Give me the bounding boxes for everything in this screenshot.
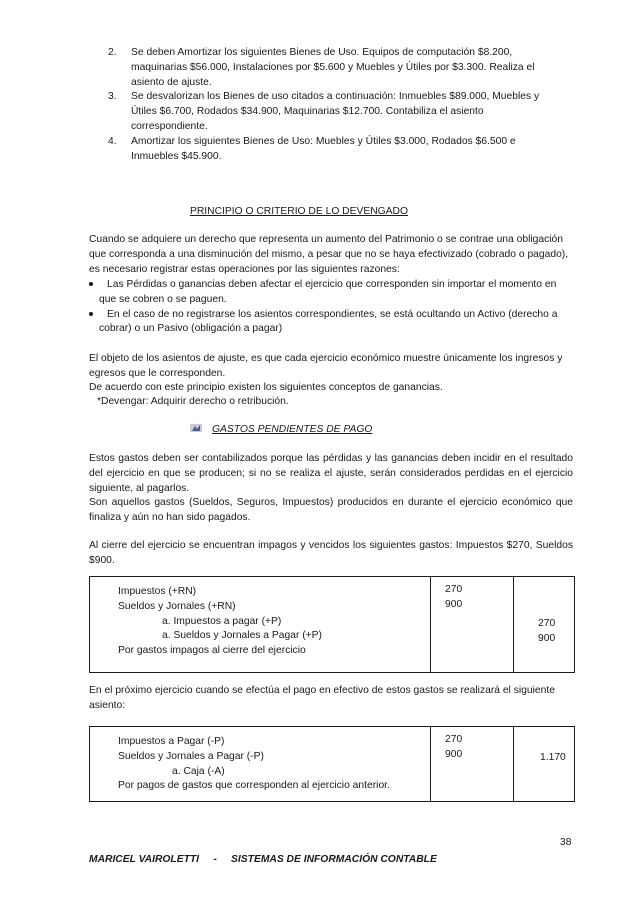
credit-column bbox=[514, 727, 575, 802]
journal-entry-table-2 bbox=[89, 726, 575, 802]
bullet-item bbox=[89, 308, 573, 338]
item-text: Se deben Amortizar los siguientes Bienes de Uso. Equipos de computación $8.200, maquinarias $56.000, Instalaciones por $5.600 y Muebles y Útiles por $3.300. Realiza el asiento de ajuste. bbox=[131, 47, 535, 88]
bullet-list bbox=[89, 278, 573, 337]
account-line: a. Sueldos y Jornales a Pagar (+P) bbox=[162, 630, 322, 642]
account-line: a. Caja (-A) bbox=[172, 765, 225, 777]
entry-description bbox=[90, 577, 431, 673]
account-line: a. Impuestos a pagar (+P) bbox=[162, 615, 282, 627]
account-line: Impuestos a Pagar (-P) bbox=[118, 736, 225, 747]
credit-column bbox=[514, 577, 575, 673]
arrow-bullet-icon bbox=[190, 423, 202, 433]
debit-value: 270 bbox=[445, 734, 463, 745]
debit-column bbox=[431, 727, 514, 802]
section-title: PRINCIPIO O CRITERIO DE LO DEVENGADO bbox=[190, 206, 408, 217]
bullet-item bbox=[89, 278, 573, 308]
debit-value: 900 bbox=[445, 748, 463, 760]
devengar-line: *Devengar: Adquirir derecho o retribución. bbox=[97, 396, 289, 407]
account-line: Impuestos (+RN) bbox=[118, 586, 197, 597]
page-number: 38 bbox=[560, 837, 572, 848]
bullet-text: En el caso de no registrarse los asientos correspondientes, se está ocultando un Activo (derecho a cobrar) o un Pasivo (obligación a pagar) bbox=[99, 308, 558, 335]
entry-note: Por gastos impagos al cierre del ejercicio bbox=[118, 645, 306, 657]
entry-note: Por pagos de gastos que corresponden al ejercicio anterior. bbox=[118, 780, 390, 792]
objective-paragraph: El objeto de los asientos de ajuste, es que cada ejercicio económico muestre únicamente los ingresos y egresos que le corresponden. bbox=[89, 353, 563, 379]
debit-value: 270 bbox=[445, 584, 463, 595]
table-row bbox=[90, 577, 575, 673]
intro-paragraph: Cuando se adquiere un derecho que representa un aumento del Patrimonio o se contrae una obligación que corresponda a una disminución del mismo, a pesar que no se haya efectivizado (cobrado o pagado), es necesario registrar estas operaciones por las siguientes razones: bbox=[89, 234, 569, 275]
account-line: Sueldos y Jornales (+RN) bbox=[118, 600, 236, 612]
bullet-icon bbox=[89, 308, 93, 323]
page-footer: MARICEL VAIROLETTI - SISTEMAS DE INFORMACIÓN CONTABLE bbox=[89, 854, 437, 865]
gastos-paragraph-1: Estos gastos deben ser contabilizados porque las pérdidas y las ganancias deben incidir en el resultado del ejercicio en que se producen; si no se realiza el ajuste, serán considerados perdidas en el ejercicio siguiente, al pagarlos. bbox=[89, 453, 573, 494]
entry-description bbox=[90, 727, 431, 802]
item-text: Se desvalorizan los Bienes de uso citados a continuación: Inmuebles $89.000, Muebles y Útiles $6.700, Rodados $34.900, Maquinarias $12.700. Contabiliza el asiento correspondiente. bbox=[131, 91, 540, 132]
cierre-paragraph: Al cierre del ejercicio se encuentran impagos y vencidos los siguientes gastos: Impuestos $270, Sueldos $900. bbox=[89, 540, 573, 566]
account-line: Sueldos y Jornales a Pagar (-P) bbox=[118, 750, 264, 762]
journal-entry-table-1 bbox=[89, 576, 575, 673]
list-item bbox=[108, 135, 558, 165]
debit-column bbox=[431, 577, 514, 673]
credit-value: 270 bbox=[538, 618, 556, 629]
next-exercise-paragraph: En el próximo ejercicio cuando se efectúa el pago en efectivo de estos gastos se realizará el siguiente asiento: bbox=[89, 685, 555, 711]
bullet-icon bbox=[89, 278, 93, 293]
concepts-line: De acuerdo con este principio existen los siguientes conceptos de ganancias. bbox=[89, 382, 443, 393]
credit-value: 900 bbox=[538, 632, 556, 644]
table-row bbox=[90, 727, 575, 802]
debit-value: 900 bbox=[445, 598, 463, 610]
credit-value: 1.170 bbox=[540, 752, 566, 763]
numbered-list bbox=[108, 46, 558, 164]
list-item bbox=[108, 46, 558, 90]
item-text: Amortizar los siguientes Bienes de Uso: Muebles y Útiles $3.000, Rodados $6.500 e Inmuebles $45.900. bbox=[131, 135, 516, 162]
item-number: 4. bbox=[108, 135, 117, 147]
gastos-paragraph-2: Son aquellos gastos (Sueldos, Seguros, Impuestos) producidos en durante el ejercicio económico que finaliza y aún no han sido pagados. bbox=[89, 497, 573, 523]
bullet-text: Las Pérdidas o ganancias deben afectar el ejercicio que corresponden sin importar el momento en que se cobren o se paguen. bbox=[99, 279, 557, 305]
list-item bbox=[108, 90, 558, 134]
item-number: 2. bbox=[108, 47, 117, 58]
item-number: 3. bbox=[108, 91, 117, 103]
subsection-title: GASTOS PENDIENTES DE PAGO bbox=[212, 424, 373, 435]
